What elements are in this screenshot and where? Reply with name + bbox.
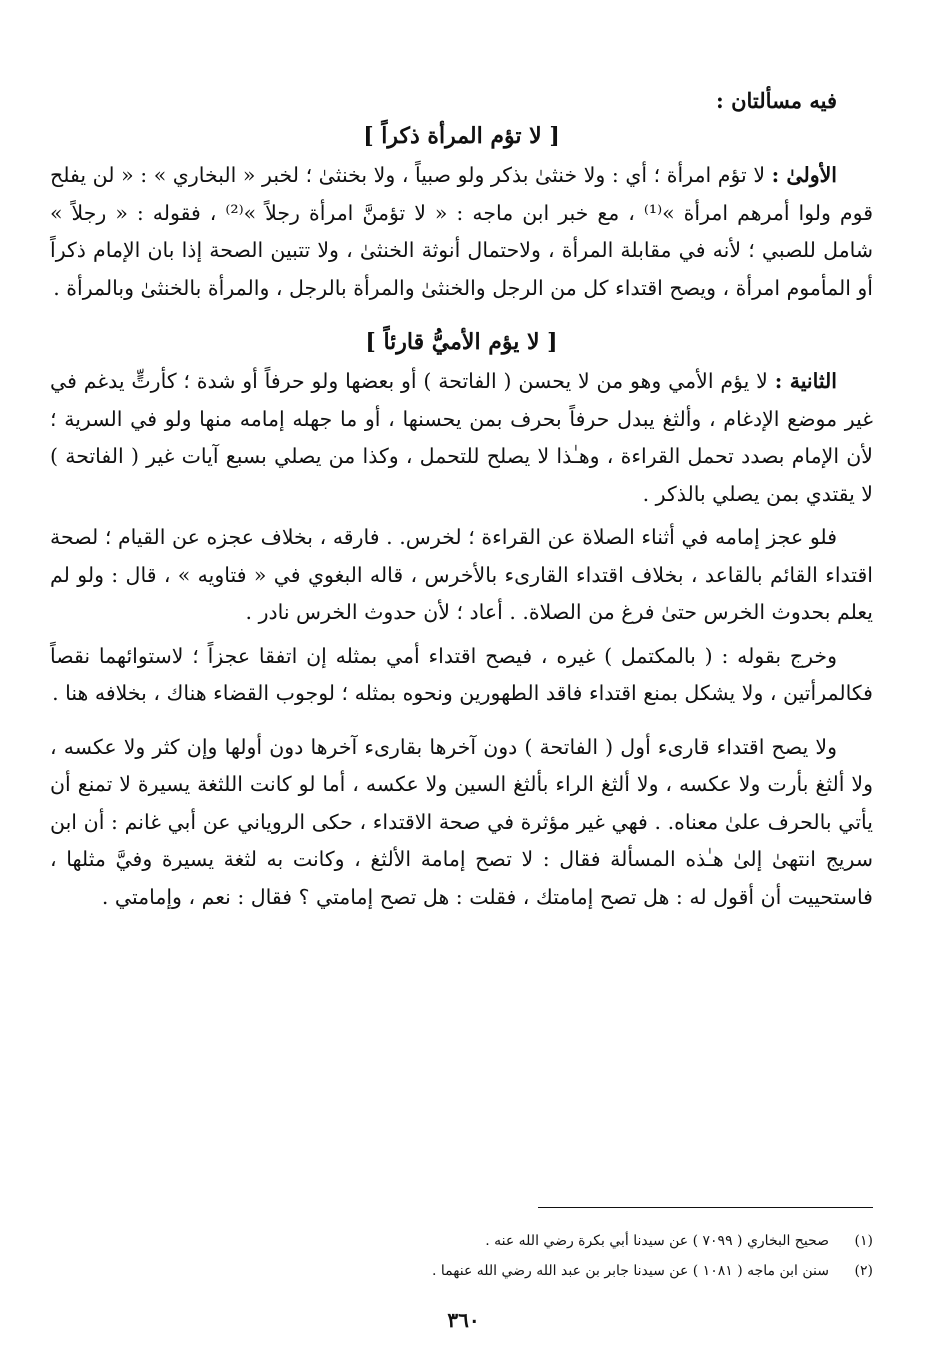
footnote-item	[50, 1256, 873, 1286]
section-heading-2: [ لا يؤم الأميُّ قارئاً ]	[365, 329, 558, 355]
footnotes	[50, 1226, 873, 1286]
paragraph-lisp: ولا يصح اقتداء قارىء أول ( الفاتحة ) دون آخرها بقارىء آخرها دون أولها وإن كثر ولا عكسه ، ولا ألثغ بأرت ولا عكسه ، ولا ألثغ الراء بألثغ السين ولا عكسه ، أما لو كانت اللثغة يسيرة لا تمنع أن يأتي بالحرف علىٰ معناه. . فهي غير مؤثرة في صحة الاقتداء ، حكى الروياني عن أبي غانم : أن ابن سريج انتهىٰ إلىٰ هـٰذه المسألة فقال : لا تصح إمامة الألثغ ، وكانت به لثغة يسيرة وفيَّ مثلها ، فاستحييت أن أقول له : هل تصح إمامتك ، فقلت : هل تصح إمامتي ؟ فقال : نعم ، وإمامتي .	[50, 734, 873, 909]
footnote-text: سنن ابن ماجه ( ١٠٨١ ) عن سيدنا جابر بن عبد الله رضي الله عنهما .	[432, 1263, 829, 1279]
footnote-number: (١)	[854, 1233, 873, 1249]
intro-line: فيه مسألتان :	[716, 88, 837, 113]
page-number: ٣٦٠	[447, 1308, 480, 1332]
paragraph-muteness: فلو عجز إمامه في أثناء الصلاة عن القراءة ؛ لخرس. . فارقه ، بخلاف عجزه عن القيام ؛ لصحة اقتداء القائم بالقاعد ، بخلاف اقتداء القارىء بالأخرس ، قاله البغوي في « فتاويه » ، قال : ولو لم يعلم بحدوث الخرس حتىٰ فرغ من الصلاة. . أعاد ؛ لأن حدوث الخرس نادر .	[50, 525, 873, 624]
footnote-divider	[538, 1207, 873, 1208]
section-heading-1: [ لا تؤم المرأة ذكراً ]	[363, 123, 560, 149]
paragraph-first-issue	[50, 157, 873, 307]
paragraph-lead-first: الأولىٰ :	[771, 163, 837, 187]
footnote-text: صحيح البخاري ( ٧٠٩٩ ) عن سيدنا أبي بكرة رضي الله عنه .	[485, 1233, 829, 1249]
paragraph-lead-second: الثانية :	[774, 369, 837, 393]
paragraph-text-first: لا تؤم امرأة ؛ أي : ولا خنثىٰ بذكر ولو صبياً ، ولا بخنثىٰ ؛ لخبر « البخاري » : « لن يفلح قوم ولوا أمرهم امرأة »⁽¹⁾ ، مع خبر ابن ماجه : « لا تؤمنَّ امرأة رجلاً »⁽²⁾ ، فقوله : « رجلاً » شامل للصبي ؛ لأنه في مقابلة المرأة ، ولاحتمال أنوثة الخنثىٰ ، ولا تتبين الصحة إذا بان الإمام ذكراً أو المأموم امرأة ، ويصح اقتداء كل من الرجل والخنثىٰ والمرأة بالرجل ، والمرأة بالخنثىٰ وبالمرأة .	[50, 163, 873, 300]
paragraph-second-issue	[50, 363, 873, 513]
paragraph-exception: وخرج بقوله : ( بالمكتمل ) غيره ، فيصح اقتداء أمي بمثله إن اتفقا عجزاً ؛ لاستوائهما نقصاً فكالمرأتين ، ولا يشكل بمنع اقتداء فاقد الطهورين ونحوه بمثله ؛ لوجوب القضاء هناك ، بخلافه هنا .	[50, 643, 873, 705]
footnote-item	[50, 1226, 873, 1256]
paragraph-text-second: لا يؤم الأمي وهو من لا يحسن ( الفاتحة ) أو بعضها ولو حرفاً أو شدة ؛ كأرتٍّ يدغم في غير موضع الإدغام ، وألثغ يبدل حرفاً بحرف بمن يحسنها ، أو ما جهله إمامه منها ولو في السرية ؛ لأن الإمام بصدد تحمل القراءة ، وهـٰذا لا يصلح للتحمل ، وكذا من يصلي بسبع آيات غير ( الفاتحة ) لا يقتدي بمن يصلي بالذكر .	[50, 369, 873, 506]
footnote-number: (٢)	[854, 1263, 873, 1279]
